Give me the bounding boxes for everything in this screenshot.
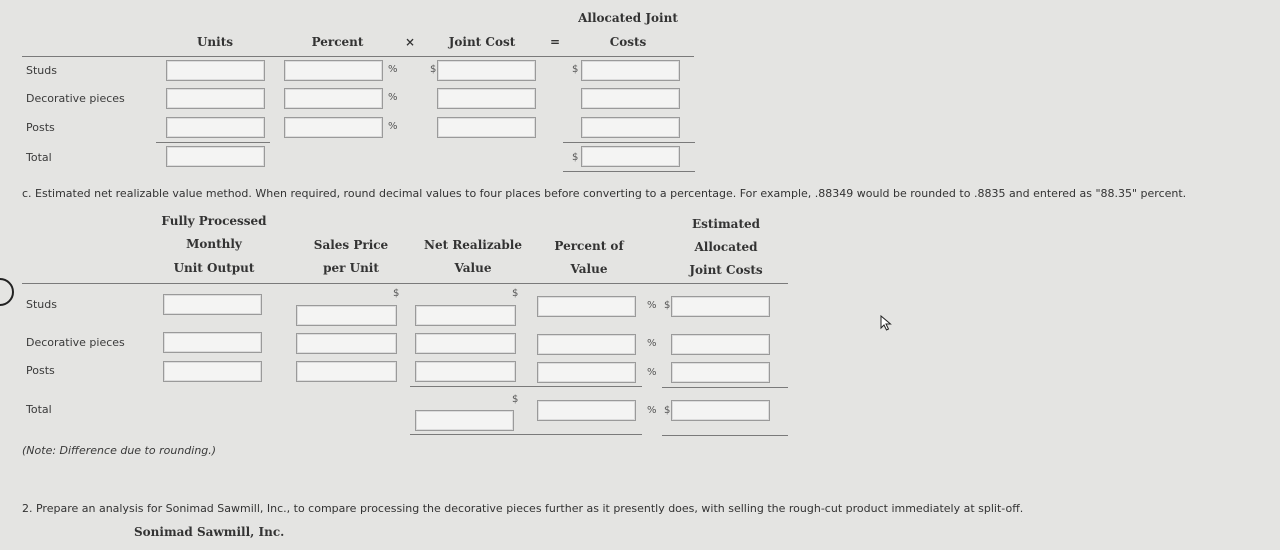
header-units: Units [196, 35, 234, 49]
dollar-sign: $ [393, 288, 400, 299]
joint-cost-posts-input[interactable] [437, 117, 536, 138]
pct-value-studs-input[interactable] [537, 296, 636, 317]
nrv-total-input[interactable] [415, 410, 514, 431]
header-allocated: Allocated [694, 240, 758, 254]
percent-sign: % [647, 405, 657, 416]
row-label-posts: Posts [26, 364, 55, 377]
header-nrv-value: Value [454, 261, 492, 275]
price-posts-input[interactable] [296, 361, 397, 382]
header-monthly: Monthly [186, 237, 242, 251]
page-edge-marker [0, 278, 14, 306]
nrv-decorative-input[interactable] [415, 333, 516, 354]
nrv-posts-input[interactable] [415, 361, 516, 382]
percent-sign: % [388, 121, 398, 132]
header-percent-value: Value [570, 262, 608, 276]
percent-decorative-input[interactable] [284, 88, 383, 109]
nrv-studs-input[interactable] [415, 305, 516, 326]
dollar-sign: $ [572, 152, 579, 163]
header-percent-of: Percent of [554, 239, 624, 253]
output-studs-input[interactable] [163, 294, 262, 315]
price-studs-input[interactable] [296, 305, 397, 326]
dollar-sign: $ [664, 300, 671, 311]
row-label-total: Total [26, 151, 52, 164]
header-allocated-joint: Allocated Joint [578, 11, 678, 25]
header-per-unit: per Unit [323, 261, 379, 275]
header-times: × [404, 35, 416, 49]
row-label-decorative: Decorative pieces [26, 92, 125, 105]
company-name: Sonimad Sawmill, Inc. [134, 525, 285, 539]
percent-sign: % [388, 64, 398, 75]
allocated-decorative-input[interactable] [581, 88, 680, 109]
header-rule [22, 56, 694, 57]
header-percent: Percent [311, 35, 364, 49]
units-decorative-input[interactable] [166, 88, 265, 109]
dollar-sign: $ [664, 405, 671, 416]
header-unit-output: Unit Output [173, 261, 255, 275]
row-label-posts: Posts [26, 121, 55, 134]
header-costs: Costs [609, 35, 647, 49]
header-net-realizable: Net Realizable [424, 238, 522, 252]
percent-sign: % [647, 338, 657, 349]
units-total-input[interactable] [166, 146, 265, 167]
joint-cost-decorative-input[interactable] [437, 88, 536, 109]
units-posts-input[interactable] [166, 117, 265, 138]
row-label-decorative: Decorative pieces [26, 336, 125, 349]
joint-cost-studs-input[interactable] [437, 60, 536, 81]
percent-sign: % [388, 92, 398, 103]
header-fully-processed: Fully Processed [161, 214, 267, 228]
output-decorative-input[interactable] [163, 332, 262, 353]
pct-value-total-input[interactable] [537, 400, 636, 421]
est-posts-input[interactable] [671, 362, 770, 383]
est-total-rule [662, 435, 788, 436]
est-total-input[interactable] [671, 400, 770, 421]
part-c-instruction: c. Estimated net realizable value method. When required, round decimal values to four places before converting to a percentage. For example, .88349 would be rounded to .8835 and entered as "88.35" percent. [22, 187, 1187, 200]
pct-value-posts-input[interactable] [537, 362, 636, 383]
row-label-studs: Studs [26, 298, 57, 311]
percent-posts-input[interactable] [284, 117, 383, 138]
allocated-sum-rule [563, 142, 695, 143]
est-decorative-input[interactable] [671, 334, 770, 355]
allocated-total-rule [563, 171, 695, 172]
row-label-studs: Studs [26, 64, 57, 77]
est-sum-rule [662, 387, 788, 388]
dollar-sign: $ [512, 394, 519, 405]
header-equals: = [549, 35, 561, 49]
percent-studs-input[interactable] [284, 60, 383, 81]
dollar-sign: $ [430, 64, 437, 75]
rounding-note: (Note: Difference due to rounding.) [22, 444, 217, 457]
dollar-sign: $ [512, 288, 519, 299]
units-sum-rule [156, 142, 270, 143]
percent-sign: % [647, 367, 657, 378]
nrv-total-rule [410, 434, 642, 435]
units-studs-input[interactable] [166, 60, 265, 81]
allocated-studs-input[interactable] [581, 60, 680, 81]
allocated-posts-input[interactable] [581, 117, 680, 138]
nrv-sum-rule [410, 386, 642, 387]
percent-sign: % [647, 300, 657, 311]
header-estimated: Estimated [691, 217, 761, 231]
part-c-header-rule [22, 283, 788, 284]
header-sales-price: Sales Price [313, 238, 389, 252]
header-joint-costs: Joint Costs [689, 263, 763, 277]
pct-value-decorative-input[interactable] [537, 334, 636, 355]
row-label-total: Total [26, 403, 52, 416]
dollar-sign: $ [572, 64, 579, 75]
price-decorative-input[interactable] [296, 333, 397, 354]
question-2-text: 2. Prepare an analysis for Sonimad Sawmill, Inc., to compare processing the decorative pieces further as it presently does, with selling the rough-cut product immediately at split-off. [22, 502, 1024, 515]
est-studs-input[interactable] [671, 296, 770, 317]
cursor-icon [880, 315, 892, 334]
output-posts-input[interactable] [163, 361, 262, 382]
header-joint-cost: Joint Cost [448, 35, 516, 49]
allocated-total-input[interactable] [581, 146, 680, 167]
